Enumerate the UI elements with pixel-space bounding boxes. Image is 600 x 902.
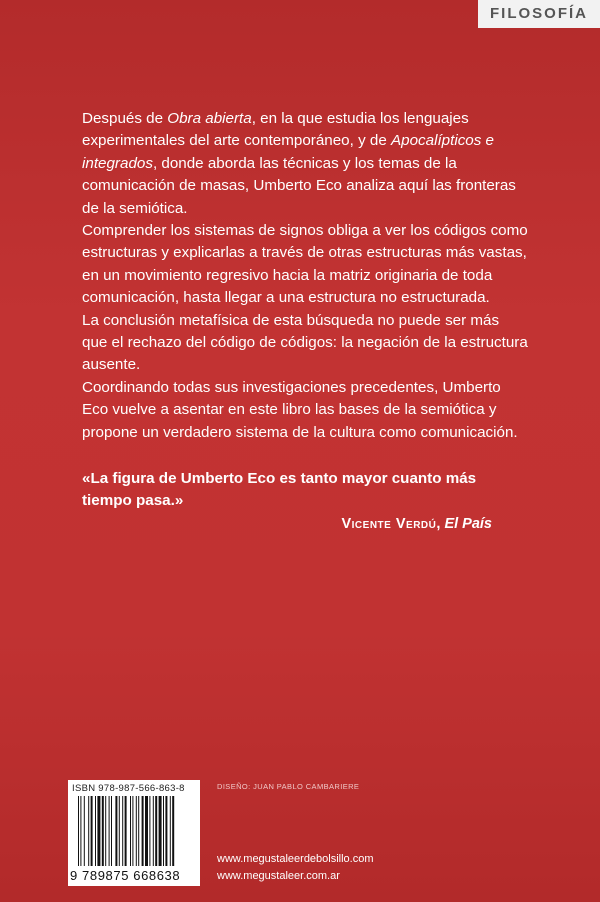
websites	[217, 851, 374, 885]
isbn-barcode	[68, 780, 200, 886]
barcode-stripe	[125, 796, 127, 866]
quote-source: El País	[444, 516, 492, 532]
quote-author: Vicente Verdú	[341, 516, 437, 532]
barcode-stripe	[149, 796, 150, 866]
barcode-stripe	[170, 796, 171, 866]
barcode-stripe	[97, 796, 100, 866]
barcode-stripe	[115, 796, 117, 866]
barcode-bars	[76, 796, 192, 866]
barcode-stripe	[159, 796, 162, 866]
press-quote: «La figura de Umberto Eco es tanto mayor cuanto más tiempo pasa.»	[82, 470, 477, 510]
isbn-label: ISBN 978-987-566-863-8	[72, 783, 185, 794]
website-link-1[interactable]: www.megustaleerdebolsillo.com	[217, 853, 374, 865]
website-link-2[interactable]: www.megustaleer.com.ar	[217, 870, 340, 882]
barcode-stripe	[88, 796, 89, 866]
barcode-stripe	[132, 796, 133, 866]
barcode-stripe	[78, 796, 79, 866]
barcode-stripe	[153, 796, 154, 866]
category-tag: FILOSOFÍA	[478, 0, 600, 28]
barcode-stripe	[105, 796, 106, 866]
barcode-stripe	[163, 796, 164, 866]
book-title-obra-abierta: Obra abierta	[167, 110, 252, 127]
book-title-apocalipticos: Apocalípticos e integrados	[82, 132, 494, 172]
barcode-stripe	[84, 796, 85, 866]
barcode-stripe	[155, 796, 157, 866]
quote-attribution: Vicente Verdú, El País	[341, 516, 492, 532]
blurb-paragraph-2: Comprender los sistemas de signos obliga a ver los códigos como estructuras y explicarlas a través de otras estructuras más vastas, en un movimiento regresivo hacia la matriz originaria de toda comunicación, hasta llegar a una estructura no estructurada.	[82, 222, 528, 307]
barcode-stripe	[102, 796, 104, 866]
barcode-stripe	[111, 796, 112, 866]
barcode-stripe	[91, 796, 93, 866]
barcode-stripe	[145, 796, 148, 866]
barcode-digits: 9 789875 668638	[70, 868, 181, 883]
blurb-paragraph-3: La conclusión metafísica de esta búsqueda no puede ser más que el rechazo del código de códigos: la negación de la estructura ausente.	[82, 311, 528, 374]
barcode-stripe	[142, 796, 144, 866]
blurb-paragraph-1: Después de Obra abierta, en la que estudia los lenguajes experimentales del arte contemporáneo, y de Apocalípticos e integrados, donde aborda las técnicas y los temas de la comunicación de masas, Umberto Eco analiza aquí las fronteras de la semiótica.	[82, 110, 516, 217]
barcode-stripe	[172, 796, 174, 866]
barcode-stripe	[136, 796, 137, 866]
barcode-stripe	[130, 796, 131, 866]
barcode-stripe	[109, 796, 110, 866]
barcode-stripe	[119, 796, 120, 866]
blurb-paragraph-4: Coordinando todas sus investigaciones precedentes, Umberto Eco vuelve a asentar en este libro las bases de la semiótica y propone un verdadero sistema de la cultura como comunicación.	[82, 378, 518, 441]
barcode-stripe	[122, 796, 123, 866]
barcode-stripe	[138, 796, 139, 866]
designer-credit: DISEÑO: JUAN PABLO CAMBARIERE	[217, 782, 360, 791]
barcode-stripe	[95, 796, 96, 866]
blurb	[82, 108, 528, 444]
barcode-stripe	[165, 796, 167, 866]
barcode-stripe	[80, 796, 81, 866]
